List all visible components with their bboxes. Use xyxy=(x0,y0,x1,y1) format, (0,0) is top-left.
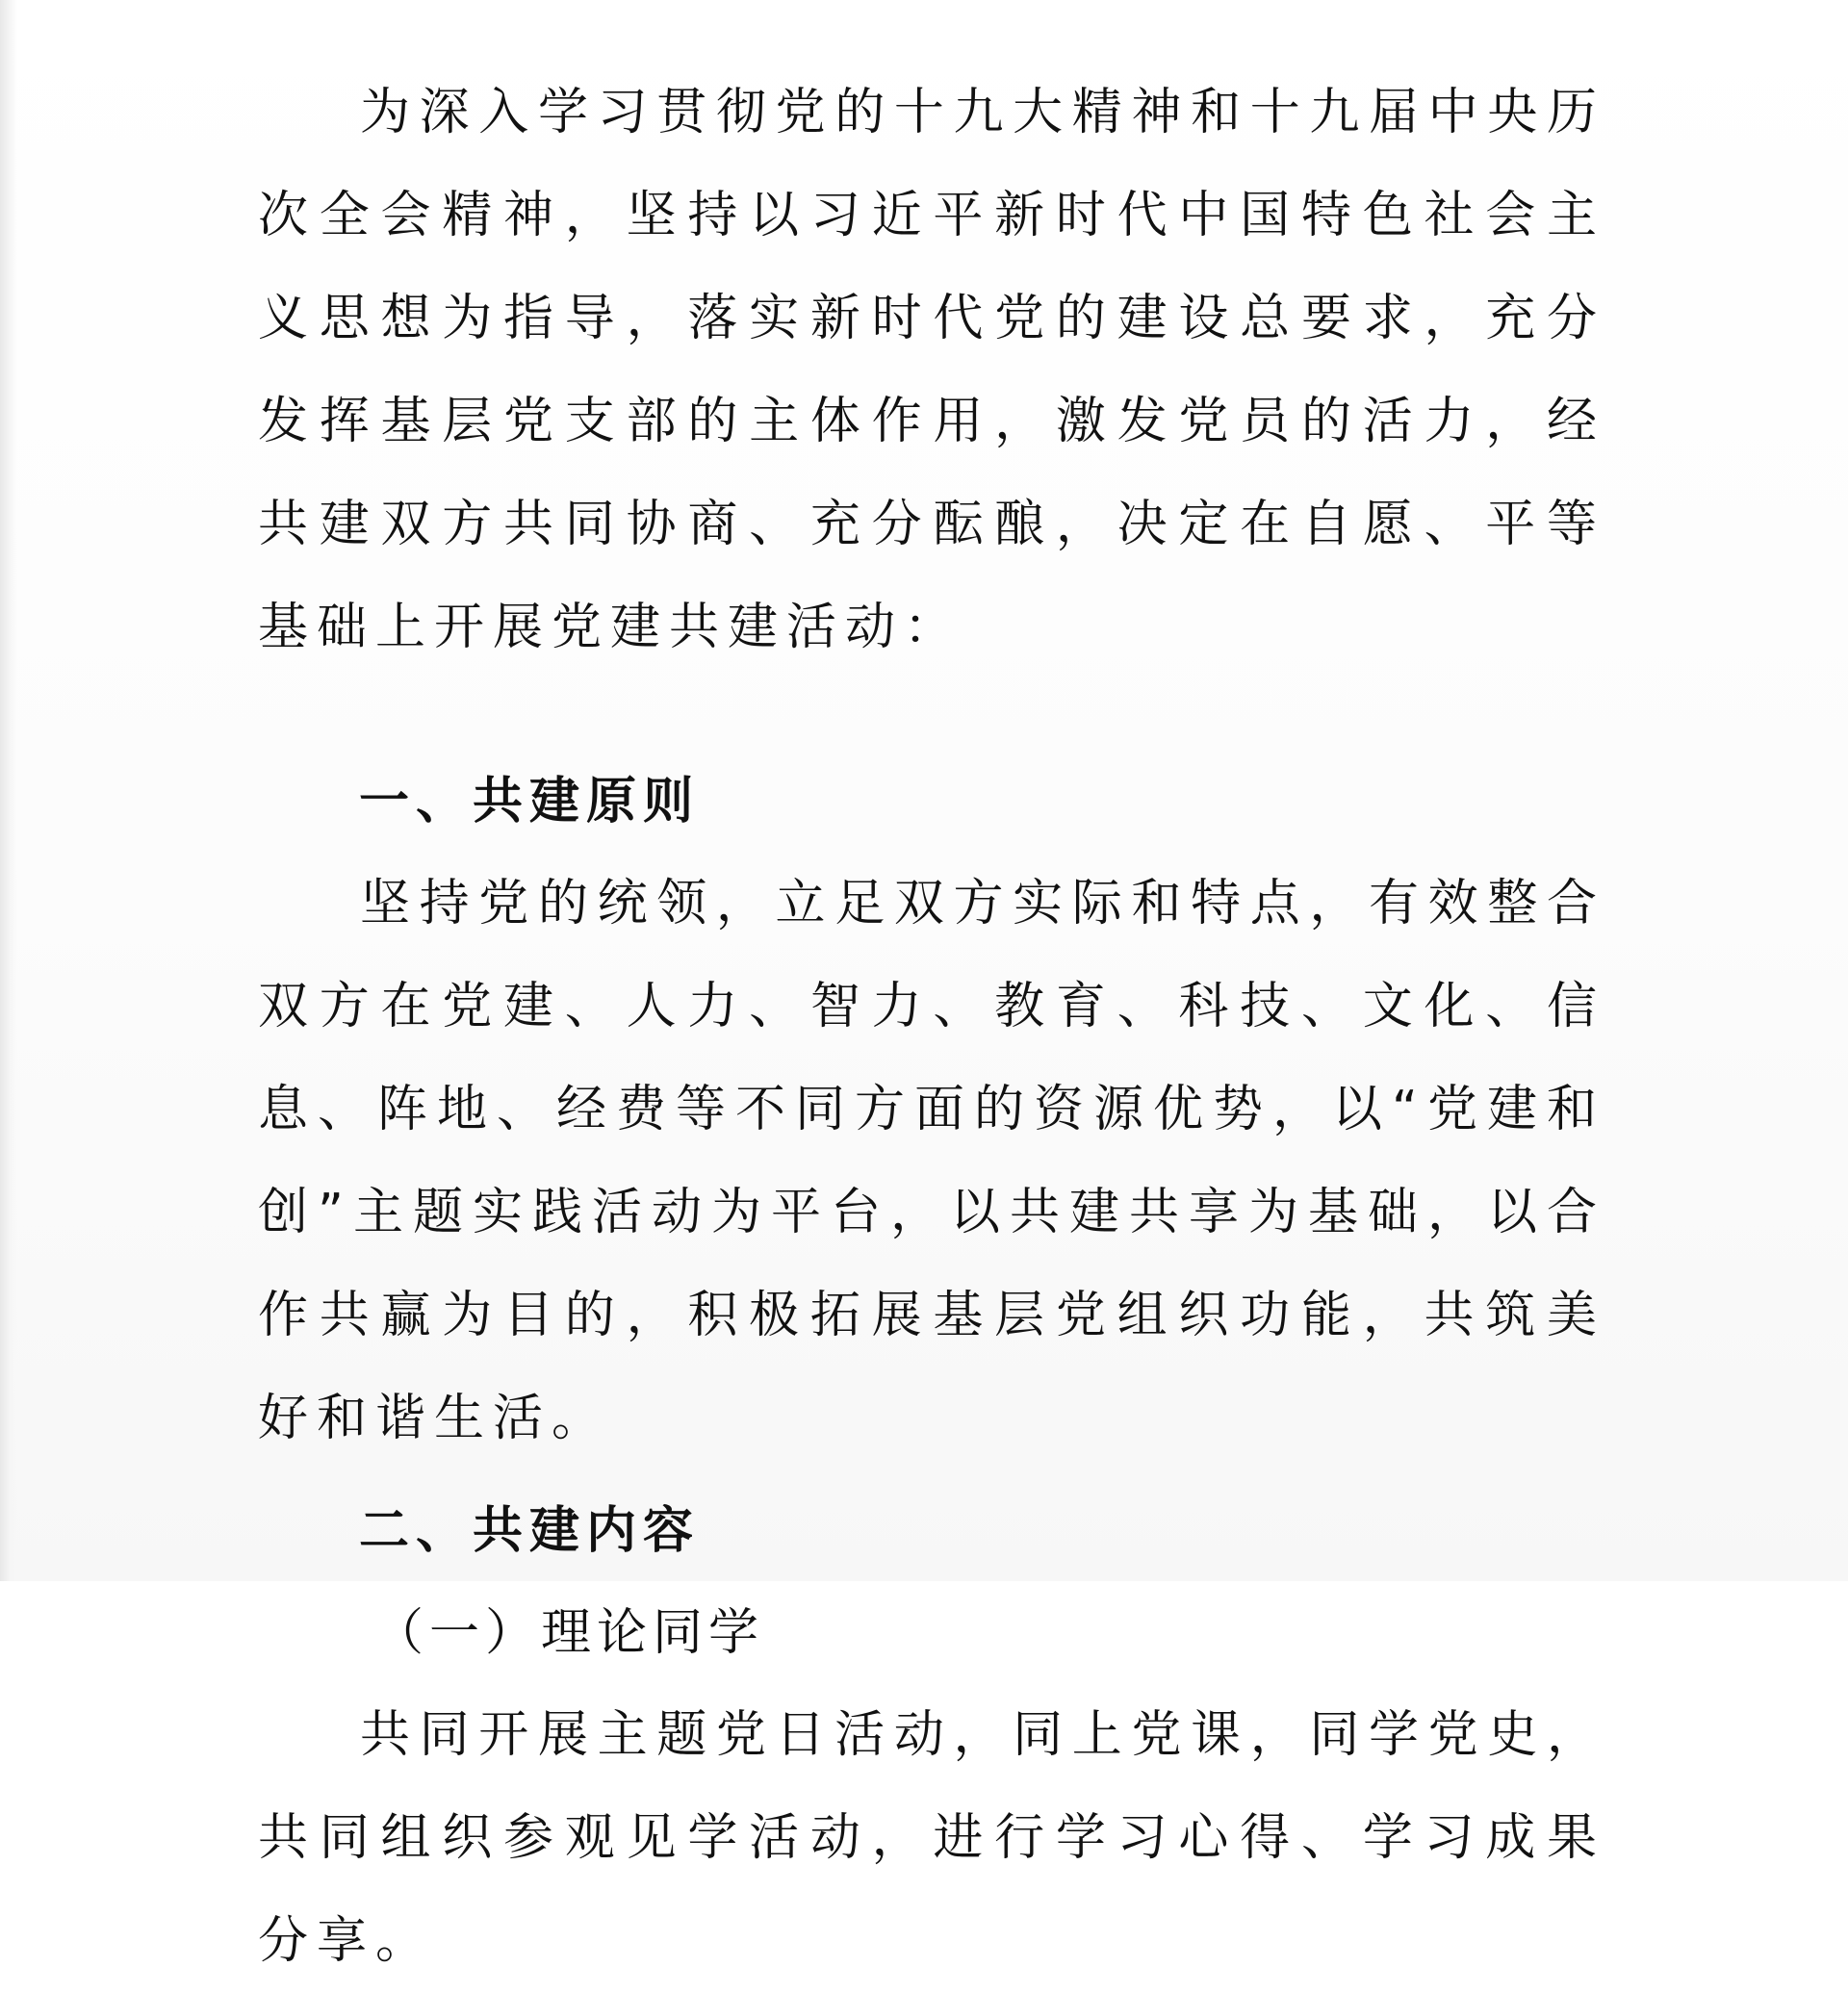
document-content xyxy=(258,62,1605,1993)
section-2-heading: 二、共建内容 xyxy=(359,1502,701,1560)
section-1-body: 坚持党的统领，立足双方实际和特点，有效整合双方在党建、人力、智力、教育、科技、文化、信息、阵地、经费等不同方面的资源优势，以“党建和创”主题实践活动为平台，以共建共享为基础，以合作共赢为目的，积极拓展基层党组织功能，共筑美好和谐生活。 xyxy=(258,875,1605,1447)
section-2-body: 共同开展主题党日活动，同上党课，同学党史，共同组织参观见学活动，进行学习心得、学习成果分享。 xyxy=(258,1706,1605,1970)
section-2-subheading: （一）理论同学 xyxy=(373,1604,765,1662)
section-spacer xyxy=(258,1470,1605,1480)
page-left-edge xyxy=(0,0,17,1581)
intro-paragraph: 为深入学习贯彻党的十九大精神和十九届中央历次全会精神，坚持以习近平新时代中国特色社会主义思想为指导，落实新时代党的建设总要求，充分发挥基层党支部的主体作用，激发党员的活力，经共建双方共同协商、充分酝酿，决定在自愿、平等基础上开展党建共建活动： xyxy=(258,84,1605,656)
section-1-heading: 一、共建原则 xyxy=(359,773,701,830)
